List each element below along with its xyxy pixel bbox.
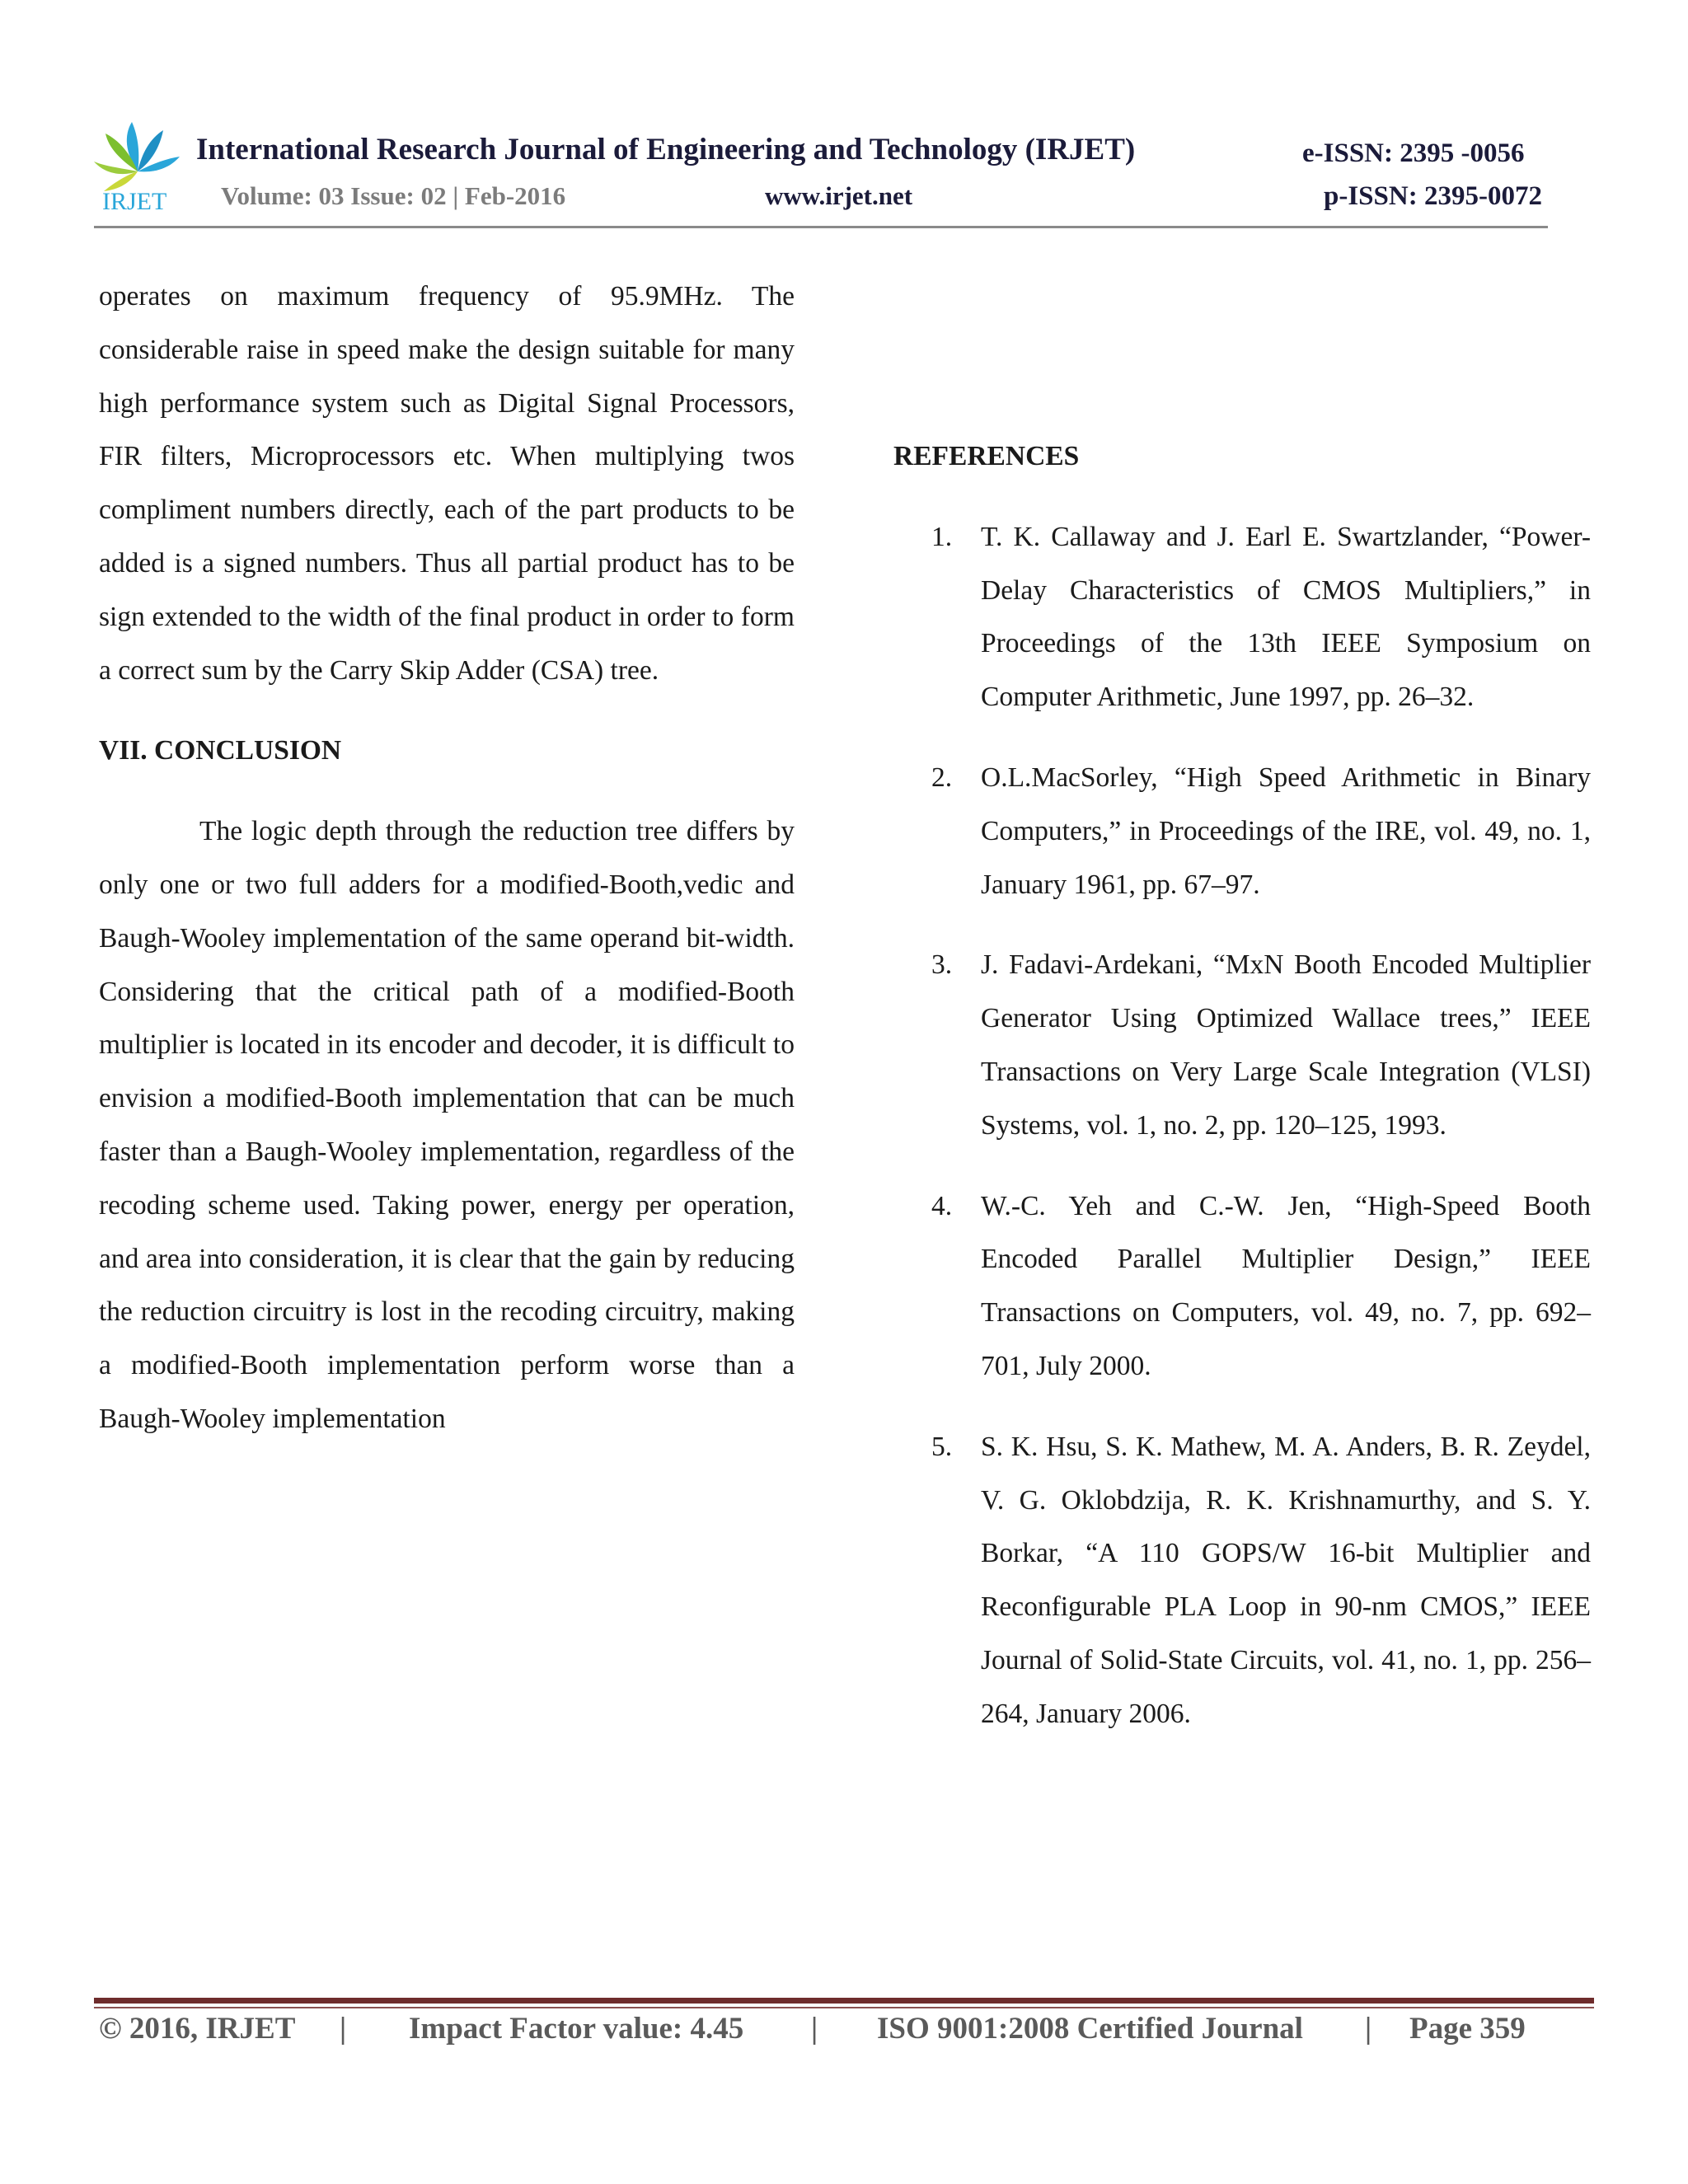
reference-number: 3. xyxy=(931,949,953,981)
reference-text: S. K. Hsu, S. K. Mathew, M. A. Anders, B. R. Zeydel, V. G. Oklobdzija, R. K. Krishnamurthy, and S. Y. Borkar, “A 110 GOPS/W 16-bit Multiplier and Reconfigurable PLA Loop in 90-nm CMOS,” IEEE Journal of Solid-State Circuits, vol. 41, no. 1, pp. 256–264, January 2006. xyxy=(981,1431,1591,1729)
reference-number: 2. xyxy=(931,762,953,793)
right-column xyxy=(893,270,1591,1769)
reference-item xyxy=(893,1421,1591,1741)
reference-text: O.L.MacSorley, “High Speed Arithmetic in Binary Computers,” in Proceedings of the IRE, vol. 49, no. 1, January 1961, pp. 67–97. xyxy=(981,762,1591,900)
reference-number: 5. xyxy=(931,1431,953,1462)
reference-number: 4. xyxy=(931,1190,953,1221)
volume-issue: Volume: 03 Issue: 02 | Feb-2016 xyxy=(221,181,566,210)
e-issn: e-ISSN: 2395 -0056 xyxy=(1302,138,1525,168)
footer-page-number: Page 359 xyxy=(1409,2012,1526,2046)
conclusion-paragraph: The logic depth through the reduction tree differs by only one or two full adders for a modified-Booth,vedic and Baugh-Wooley implementation of the same operand bit-width. Considering that the critical path of a modified-Booth multiplier is located in its encoder and decoder, it is difficult to envision a modified-Booth implementation that can be much faster than a Baugh-Wooley implementation, regardless of the recoding scheme used. Taking power, energy per operation, and area into consideration, it is clear that the gain by reducing the reduction circuitry is lost in the recoding circuitry, making a modified-Booth implementation perform worse than a Baugh-Wooley implementation xyxy=(99,816,795,1434)
body-paragraph: operates on maximum frequency of 95.9MHz. The considerable raise in speed make the design suitable for many high performance system such as Digital Signal Processors, FIR filters, Microprocessors etc. When multiplying twos compliment numbers directly, each of the part products to be added is a signed numbers. Thus all partial product has to be sign extended to the width of the final product in order to form a correct sum by the Carry Skip Adder (CSA) tree. xyxy=(99,281,795,686)
footer-copyright: © 2016, IRJET xyxy=(99,2012,296,2046)
reference-item xyxy=(893,939,1591,1152)
footer-divider-thin xyxy=(94,2007,1594,2008)
journal-title: International Research Journal of Engineering and Technology (IRJET) xyxy=(196,133,1136,166)
footer-separator: | xyxy=(811,2012,818,2046)
reference-list xyxy=(893,511,1591,1741)
reference-text: J. Fadavi-Ardekani, “MxN Booth Encoded Multiplier Generator Using Optimized Wallace trees,” IEEE Transactions on Very Large Scale Integration (VLSI) Systems, vol. 1, no. 2, pp. 120–125, 1993. xyxy=(981,949,1591,1141)
references-heading: REFERENCES xyxy=(893,441,1080,471)
journal-website-link[interactable]: www.irjet.net xyxy=(765,181,913,210)
footer-divider-thick xyxy=(94,1998,1594,2004)
footer-iso-certification: ISO 9001:2008 Certified Journal xyxy=(877,2012,1303,2046)
logo-leaves xyxy=(94,122,180,191)
reference-item xyxy=(893,1180,1591,1394)
section-heading-conclusion: VII. CONCLUSION xyxy=(99,735,342,766)
page-footer xyxy=(99,2011,1582,2052)
footer-separator: | xyxy=(1365,2012,1372,2046)
footer-impact-factor: Impact Factor value: 4.45 xyxy=(409,2012,744,2046)
reference-text: W.-C. Yeh and C.-W. Jen, “High-Speed Booth Encoded Parallel Multiplier Design,” IEEE Transactions on Computers, vol. 49, no. 7, pp. 692–701, July 2000. xyxy=(981,1190,1591,1381)
logo-text: IRJET xyxy=(102,188,167,213)
reference-text: T. K. Callaway and J. Earl E. Swartzlander, “Power-Delay Characteristics of CMOS Multipliers,” in Proceedings of the 13th IEEE Symposium on Computer Arithmetic, June 1997, pp. 26–32. xyxy=(981,521,1591,713)
reference-item xyxy=(893,752,1591,912)
footer-separator: | xyxy=(340,2012,347,2046)
reference-number: 1. xyxy=(931,521,953,552)
reference-item xyxy=(893,511,1591,724)
header-divider xyxy=(94,226,1548,228)
left-column xyxy=(99,270,795,1446)
p-issn: p-ISSN: 2395-0072 xyxy=(1324,181,1542,211)
irjet-logo xyxy=(92,120,183,213)
